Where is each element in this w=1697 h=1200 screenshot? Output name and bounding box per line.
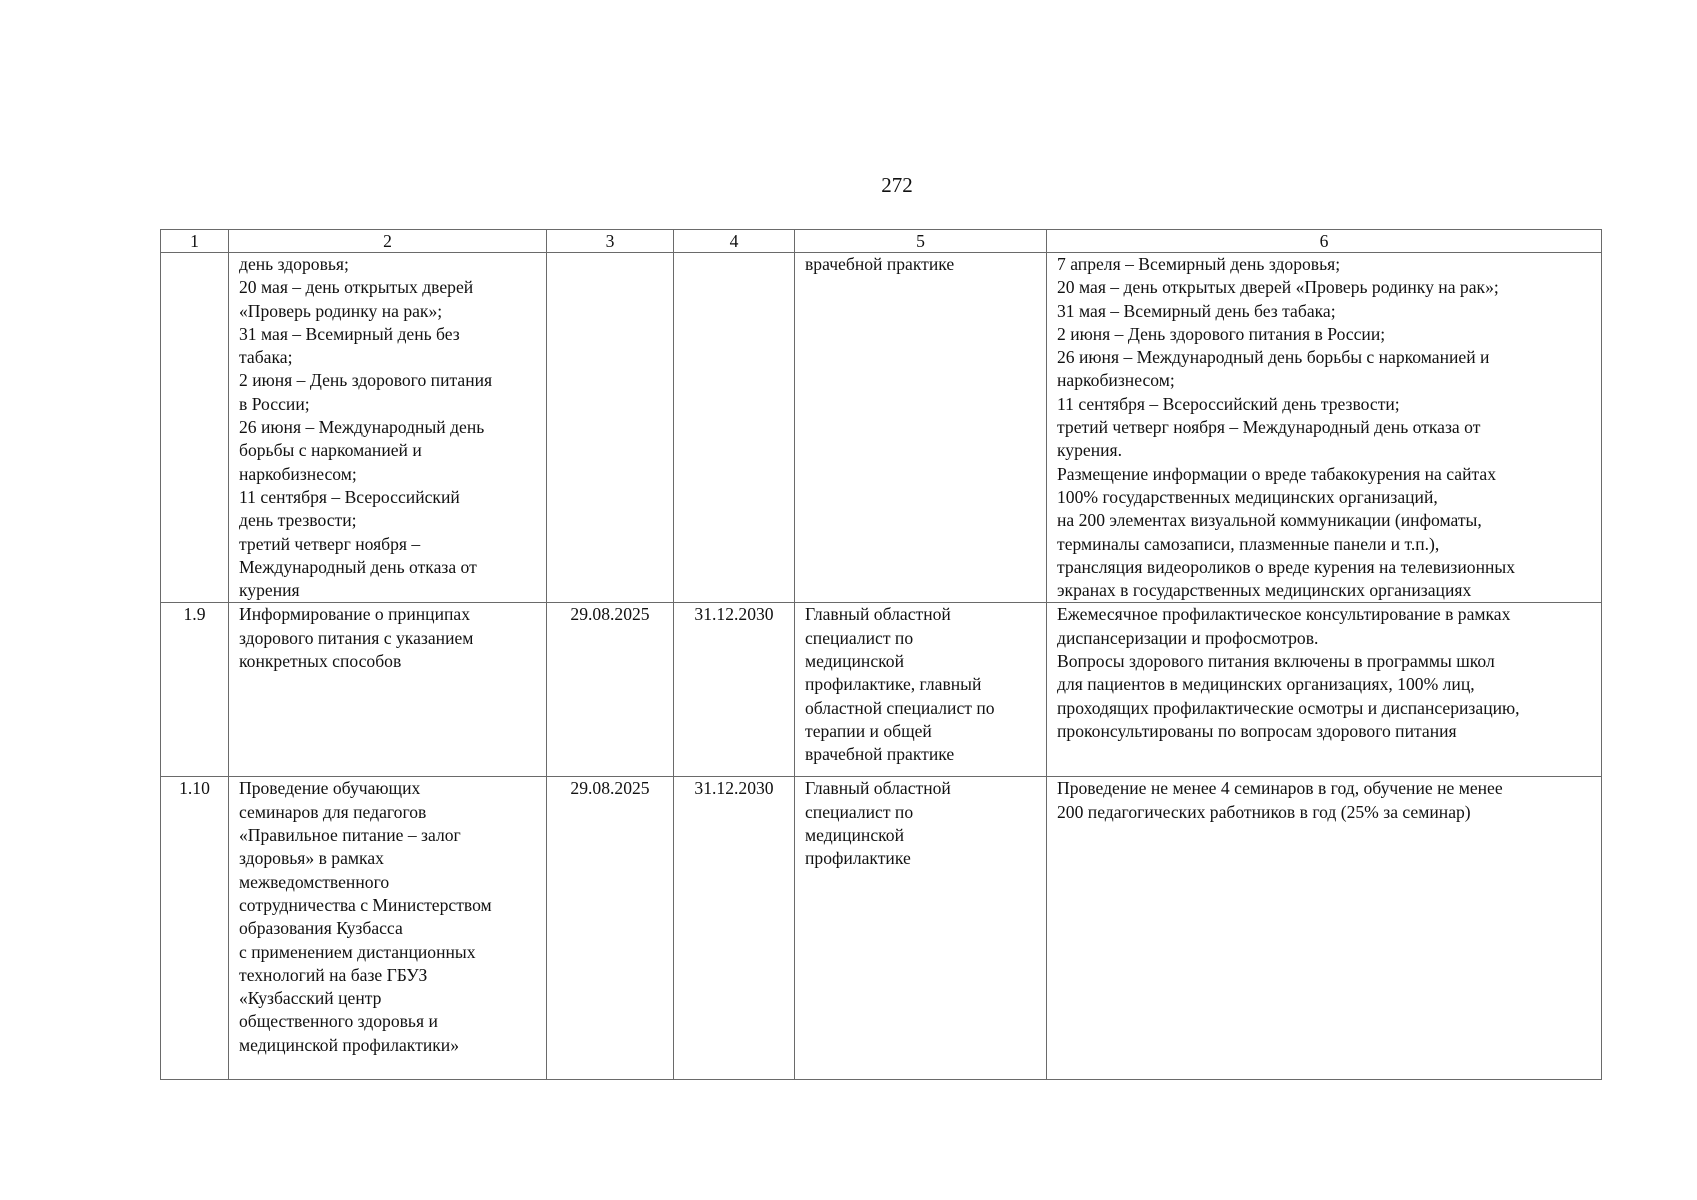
cell-line: в России;: [239, 393, 310, 414]
cell-line: 20 мая – день открытых дверей: [239, 277, 474, 298]
cell-line: специалист по: [805, 627, 914, 648]
cell-line: сотрудничества с Министерством: [239, 894, 492, 915]
cell-line: областной специалист по: [805, 697, 995, 718]
cell-line: 20 мая – день открытых дверей «Проверь родинку на рак»;: [1057, 277, 1499, 298]
cell-line: Вопросы здорового питания включены в программы школ: [1057, 651, 1495, 672]
cell-line: профилактике, главный: [805, 674, 982, 695]
result-cell: [1047, 777, 1602, 1080]
header-cell: 6: [1047, 230, 1602, 253]
cell-line: третий четверг ноября – Международный день отказа от: [1057, 417, 1481, 438]
cell-line: наркобизнесом;: [1057, 370, 1175, 391]
cell-line: технологий на базе ГБУЗ: [239, 964, 428, 985]
cell-line: медицинской: [805, 651, 904, 672]
table-row: [161, 253, 1602, 603]
cell-line: 2 июня – День здорового питания: [239, 370, 493, 391]
cell-line: семинаров для педагогов: [239, 801, 427, 822]
cell-line: здорового питания с указанием: [239, 627, 474, 648]
cell-line: курения: [239, 580, 300, 601]
cell-line: Главный областной: [805, 778, 951, 799]
cell-line: проходящих профилактические осмотры и диспансеризацию,: [1057, 697, 1520, 718]
header-cell: 2: [229, 230, 547, 253]
header-cell: 1: [161, 230, 229, 253]
cell-line: Проведение не менее 4 семинаров в год, обучение не менее: [1057, 778, 1503, 799]
header-cell: 4: [674, 230, 795, 253]
header-cell: 3: [547, 230, 674, 253]
cell-line: медицинской: [805, 825, 904, 846]
event-cell: [229, 603, 547, 777]
cell-line: Главный областной: [805, 604, 951, 625]
cell-line: 26 июня – Международный день: [239, 417, 485, 438]
plan-table: [160, 229, 1602, 1080]
cell-line: общественного здоровья и: [239, 1011, 438, 1032]
cell-line: проконсультированы по вопросам здорового питания: [1057, 720, 1457, 741]
cell-line: 11 сентября – Всероссийский: [239, 486, 460, 507]
cell-line: третий четверг ноября –: [239, 533, 421, 554]
cell-line: диспансеризации и профосмотров.: [1057, 627, 1319, 648]
cell-line: врачебной практике: [805, 254, 955, 274]
cell-line: наркобизнесом;: [239, 463, 357, 484]
start-date-cell: 29.08.2025: [547, 603, 674, 777]
cell-line: терапии и общей: [805, 720, 932, 741]
cell-line: «Проверь родинку на рак»;: [239, 300, 443, 321]
responsible-cell: [795, 777, 1047, 1080]
page-number: 272: [881, 173, 913, 197]
cell-line: 200 педагогических работников в год (25% за семинар): [1057, 801, 1471, 822]
table-row: [161, 777, 1602, 1080]
event-cell: [229, 777, 547, 1080]
row-number-cell: [161, 253, 229, 603]
cell-line: 31 мая – Всемирный день без табака;: [1057, 300, 1336, 321]
cell-line: 7 апреля – Всемирный день здоровья;: [1057, 254, 1341, 274]
cell-line: экранах в государственных медицинских организациях: [1057, 580, 1472, 601]
cell-line: борьбы с наркоманией и: [239, 440, 422, 461]
cell-line: день трезвости;: [239, 510, 357, 531]
cell-line: с применением дистанционных: [239, 941, 476, 962]
cell-line: специалист по: [805, 801, 914, 822]
cell-line: 26 июня – Международный день борьбы с наркоманией и: [1057, 347, 1490, 368]
cell-line: образования Кузбасса: [239, 918, 403, 939]
row-number-cell: 1.10: [161, 777, 229, 1080]
cell-line: терминалы самозаписи, плазменные панели и т.п.),: [1057, 533, 1440, 554]
cell-line: 11 сентября – Всероссийский день трезвости;: [1057, 393, 1400, 414]
cell-line: 2 июня – День здорового питания в России;: [1057, 323, 1386, 344]
cell-line: на 200 элементах визуальной коммуникации (инфоматы,: [1057, 510, 1482, 531]
cell-line: межведомственного: [239, 871, 390, 892]
end-date-cell: [674, 253, 795, 603]
cell-line: Проведение обучающих: [239, 778, 421, 799]
result-cell: [1047, 603, 1602, 777]
cell-line: Информирование о принципах: [239, 604, 471, 625]
cell-line: конкретных способов: [239, 651, 402, 672]
cell-line: для пациентов в медицинских организациях, 100% лиц,: [1057, 674, 1475, 695]
cell-line: здоровья» в рамках: [239, 848, 384, 869]
cell-line: Размещение информации о вреде табакокурения на сайтах: [1057, 463, 1497, 484]
result-cell: [1047, 253, 1602, 603]
cell-line: Ежемесячное профилактическое консультирование в рамках: [1057, 604, 1511, 625]
cell-line: врачебной практике: [805, 744, 955, 765]
responsible-cell: [795, 603, 1047, 777]
start-date-cell: [547, 253, 674, 603]
end-date-cell: 31.12.2030: [674, 777, 795, 1080]
cell-line: «Правильное питание – залог: [239, 825, 461, 846]
cell-line: «Кузбасский центр: [239, 988, 382, 1009]
header-cell: 5: [795, 230, 1047, 253]
event-cell: [229, 253, 547, 603]
cell-line: день здоровья;: [239, 254, 349, 274]
row-number-cell: 1.9: [161, 603, 229, 777]
cell-line: трансляция видеороликов о вреде курения на телевизионных: [1057, 556, 1516, 577]
cell-line: 100% государственных медицинских организаций,: [1057, 486, 1438, 507]
cell-line: профилактике: [805, 848, 911, 869]
start-date-cell: 29.08.2025: [547, 777, 674, 1080]
cell-line: медицинской профилактики»: [239, 1034, 459, 1055]
end-date-cell: 31.12.2030: [674, 603, 795, 777]
cell-line: курения.: [1057, 440, 1123, 461]
cell-line: Международный день отказа от: [239, 556, 477, 577]
responsible-cell: [795, 253, 1047, 603]
cell-line: табака;: [239, 347, 293, 368]
cell-line: 31 мая – Всемирный день без: [239, 323, 460, 344]
table-header-row: [161, 230, 1602, 253]
table-row: [161, 603, 1602, 777]
